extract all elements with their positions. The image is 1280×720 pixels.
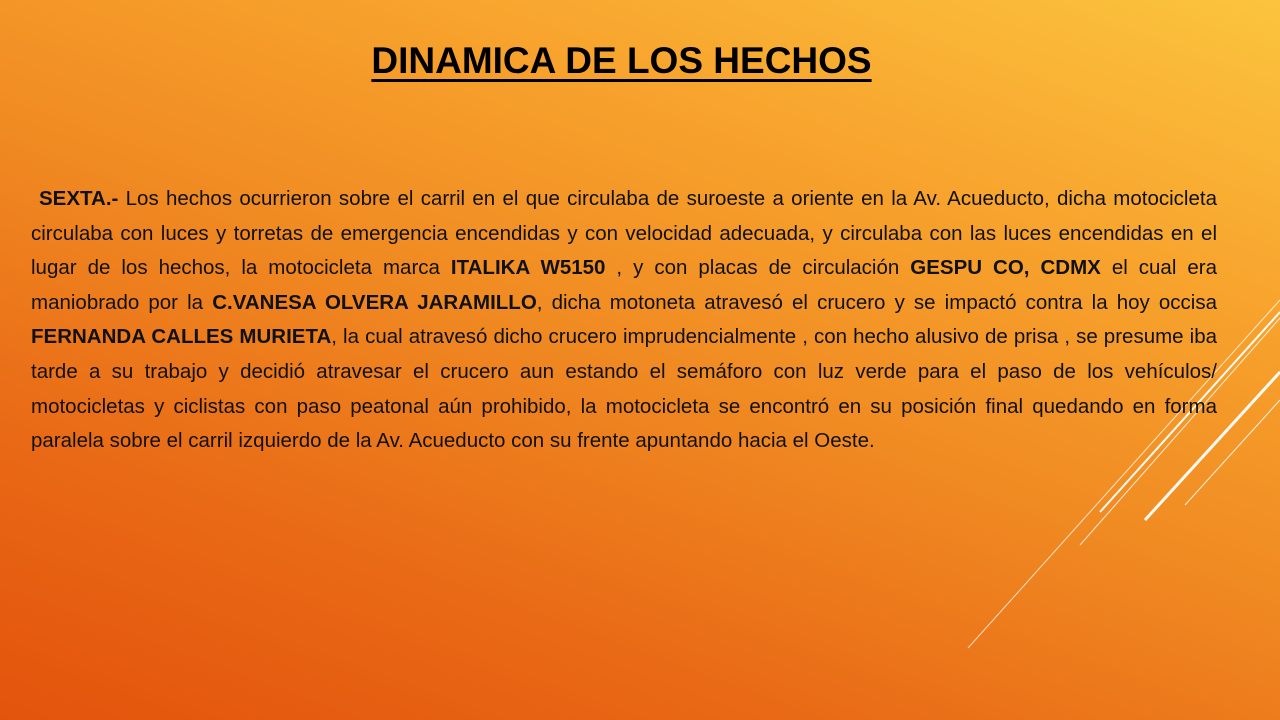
text-segment: , y con placas de circulación xyxy=(605,256,911,280)
slide-title xyxy=(0,40,1243,82)
text-segment: Los hechos ocurrieron sobre el carril en el que circulaba de suroeste a oriente en la Av. Acueducto, dicha motocicleta circulaba con luces y torretas de emergencia encendidas y con velocidad adecuada, y circulaba con las luces encendidas en el lugar de los hechos, la motocicleta marca xyxy=(31,187,1217,280)
motorcycle-model: ITALIKA W5150 xyxy=(450,256,606,280)
victim-name: FERNANDA CALLES MURIETA xyxy=(31,325,332,349)
license-plate: GESPU CO, CDMX xyxy=(910,256,1101,280)
facts-paragraph xyxy=(31,182,1217,459)
slide-title-text: DINAMICA DE LOS HECHOS xyxy=(371,40,872,81)
driver-name: C.VANESA OLVERA JARAMILLO xyxy=(212,290,537,314)
clause-label: SEXTA.- xyxy=(39,187,119,210)
text-segment: el cual era maniobrado por la xyxy=(31,256,1218,314)
text-segment: , la cual atravesó dicho crucero imprudencialmente , con hecho alusivo de prisa , se presume iba tarde a su trabajo y decidió atravesar el crucero aun estando el semáforo con luz verde para el paso de los vehículos/ motocicletas y ciclistas con paso peatonal aún prohibido, la motocicleta se encontró en su posición final quedando en forma paralela sobre el carril izquierdo de la Av. Acueducto con su frente apuntando hacia el Oeste. xyxy=(31,325,1217,453)
text-segment: , dicha motoneta atravesó el crucero y se impactó contra la hoy occisa xyxy=(536,290,1218,314)
